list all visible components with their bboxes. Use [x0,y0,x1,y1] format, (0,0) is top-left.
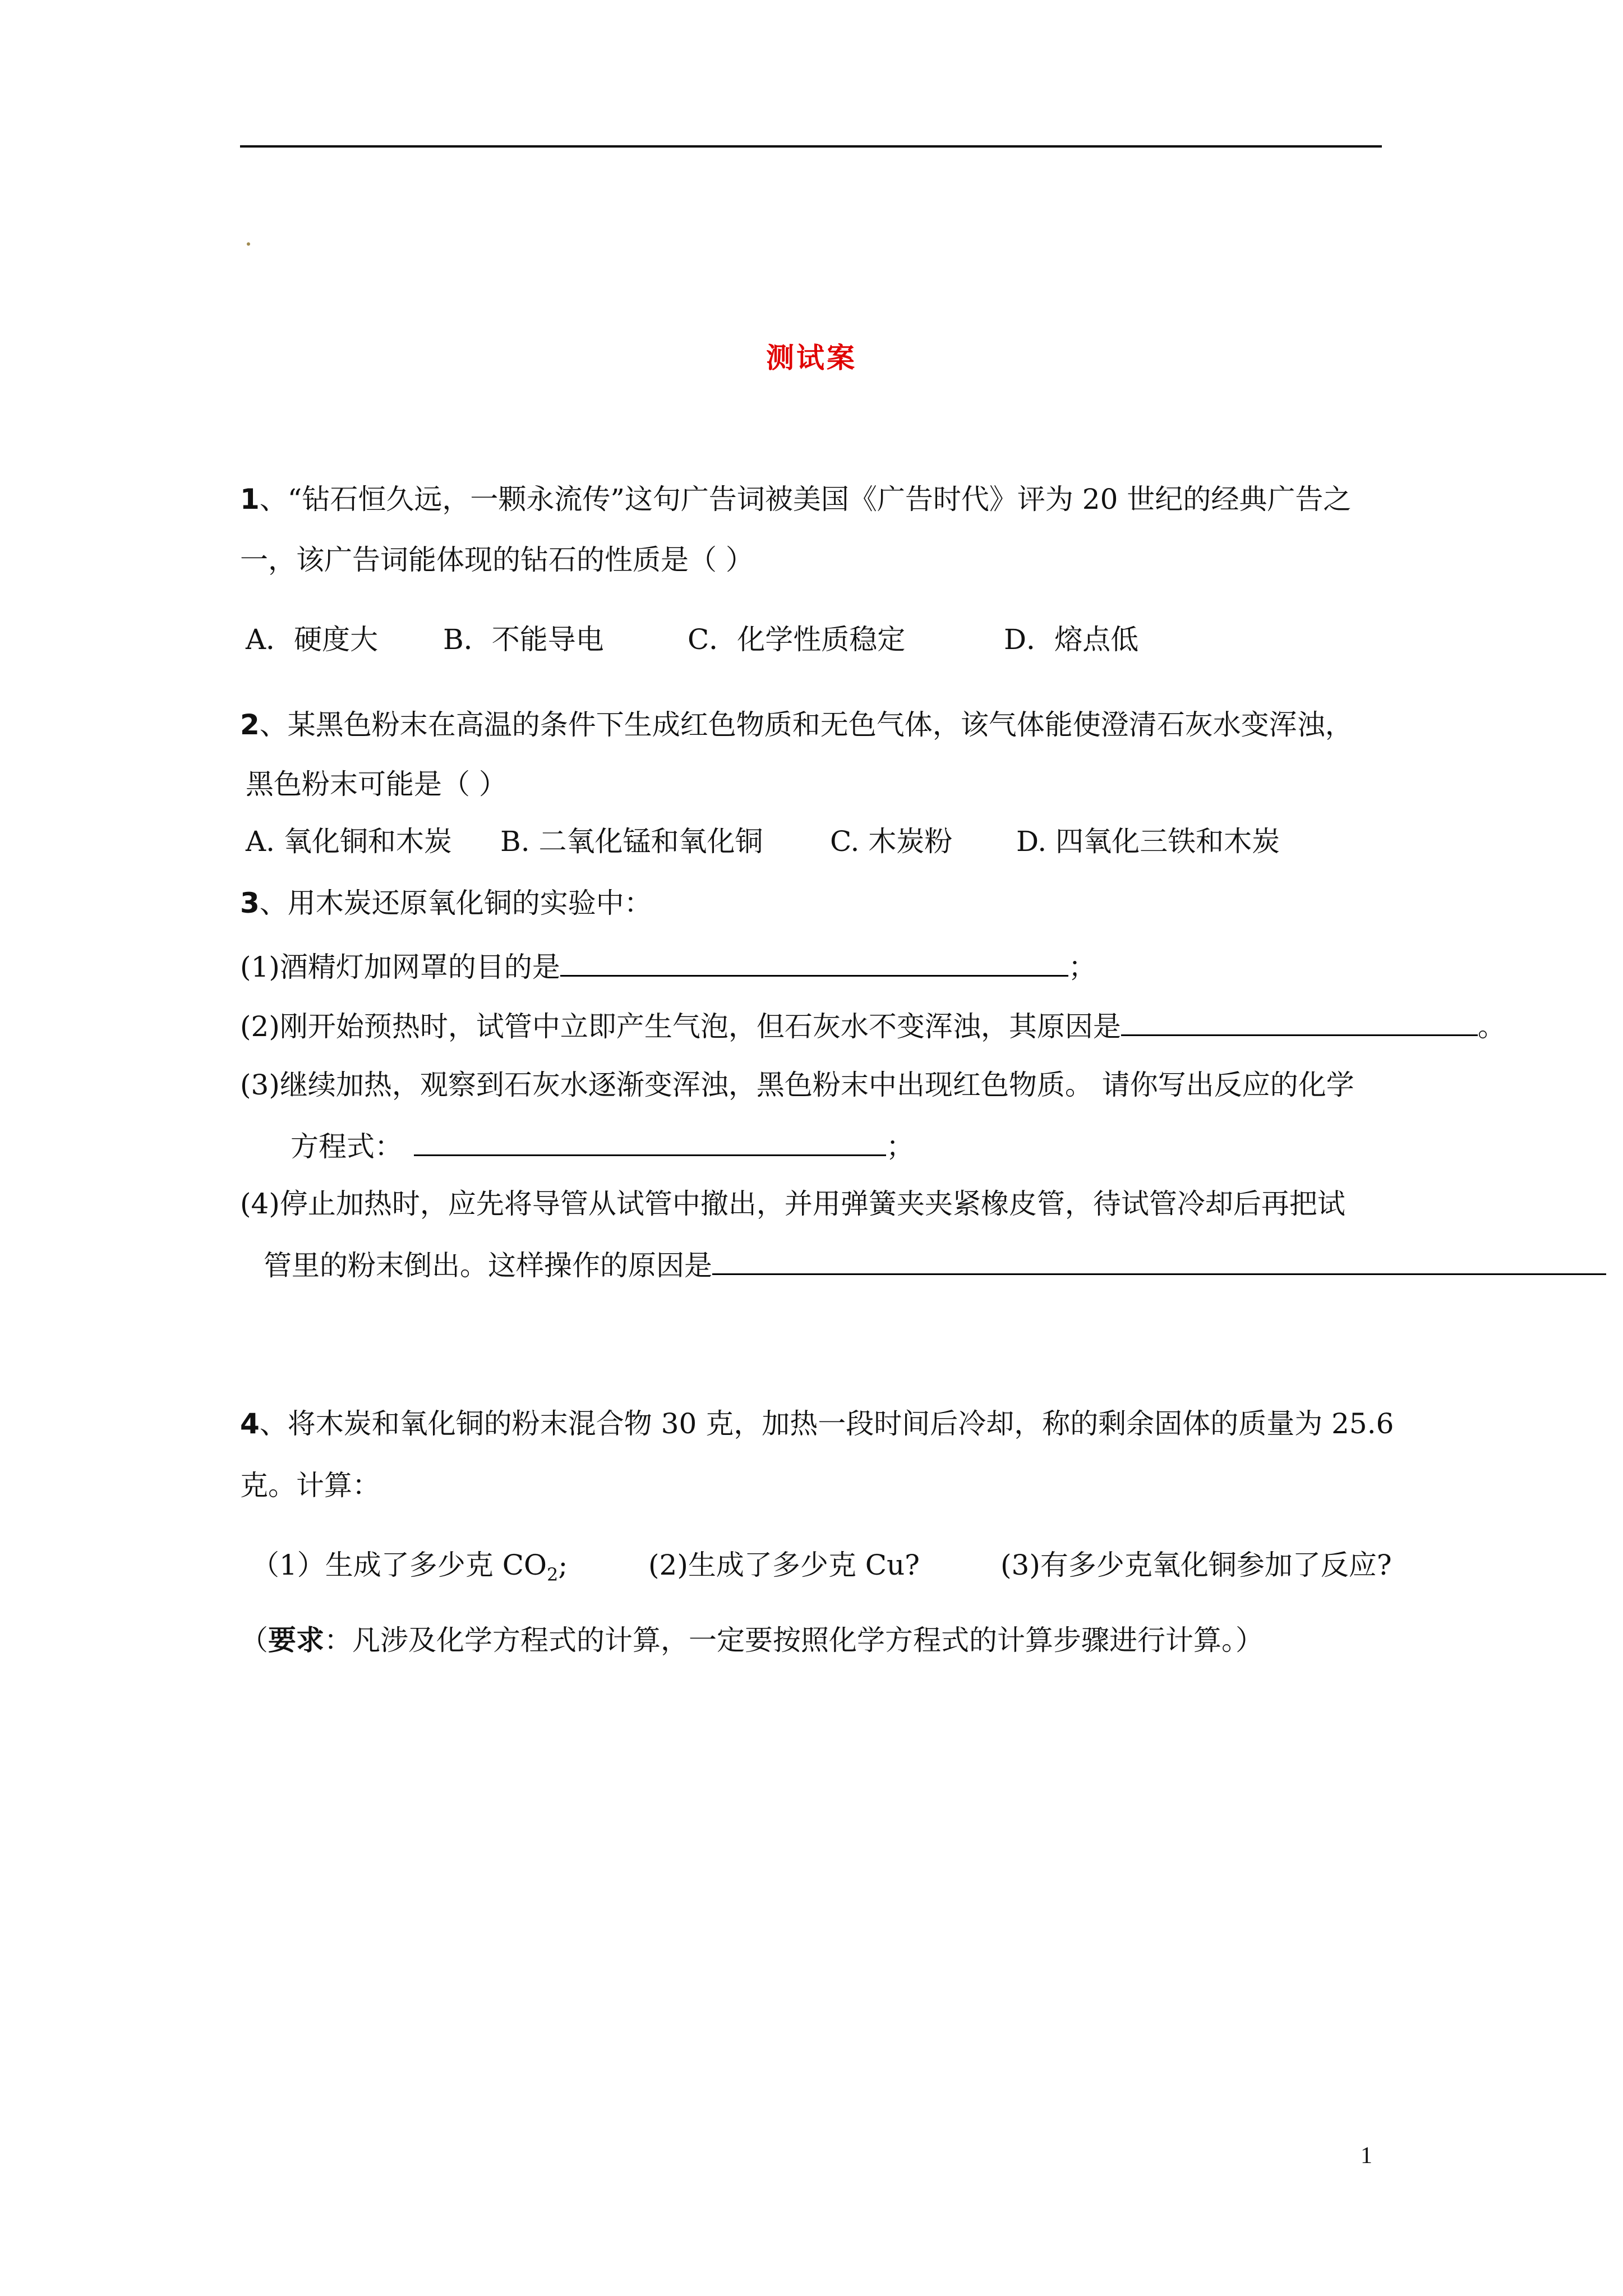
q3-number: 3 [240,887,260,919]
q3-part3-text: 方程式： [291,1130,403,1163]
q1-option-b: B．不能导电 [443,623,604,656]
q1-option-c: C．化学性质稳定 [688,623,906,656]
q4-requirement [240,1623,1264,1657]
q2-line1 [240,708,1353,742]
q2-option-a: A. 氧化铜和木炭 [246,825,452,858]
q2-option-c: C. 木炭粉 [830,825,953,858]
q3-part2-text: (2)刚开始预热时，试管中立即产生气泡，但石灰水不变浑浊，其原因是 [240,1010,1121,1043]
q3-part2-end: 。 [1477,1010,1506,1043]
q3-part1-blank[interactable] [560,948,1068,977]
q3-part4-text: 管里的粉末倒出。这样操作的原因是 [264,1249,712,1282]
q1-option-a: A．硬度大 [246,623,379,656]
q3-intro-text: 、用木炭还原氧化铜的实验中： [259,887,652,919]
q2-text1: 、某黑色粉末在高温的条件下生成红色物质和无色气体，该气体能使澄清石灰水变浑浊， [259,708,1353,741]
q2-option-d: D. 四氧化三铁和木炭 [1016,825,1280,858]
page-number: 1 [1361,2143,1372,2169]
q3-part1-text: (1)酒精灯加网罩的目的是 [240,951,560,983]
q4-sub1-subscript: 2 [546,1564,559,1585]
q1-line1 [240,482,1351,516]
q4-text1: 、将木炭和氧化铜的粉末混合物 30 克，加热一段时间后冷却，称的剩余固体的质量为 25.6 [259,1407,1394,1440]
q2-option-b: B. 二氧化锰和氧化铜 [500,825,763,858]
q3-part2-blank[interactable] [1121,1007,1478,1036]
q4-req-label: 要求 [268,1624,324,1657]
header-rule [240,145,1382,148]
q4-sub1-end: ; [558,1549,568,1581]
q3-part3-line1: (3)继续加热，观察到石灰水逐渐变浑浊，黑色粉末中出现红色物质。 请你写出反应的化学 [240,1069,1354,1101]
q4-req-open: （ [240,1624,268,1657]
q3-part4-line1: (4)停止加热时，应先将导管从试管中撤出，并用弹簧夹夹紧橡皮管，待试管冷却后再把试 [240,1188,1345,1220]
page-title: 测试案 [766,341,857,374]
q1-number: 1 [240,483,260,516]
q1-option-d: D．熔点低 [1004,623,1139,656]
q4-sub1 [251,1548,568,1591]
q3-intro [240,886,652,920]
q4-line1 [240,1407,1394,1441]
q4-number: 4 [240,1407,260,1440]
q3-part2 [240,1007,1506,1043]
q4-req-text: ：凡涉及化学方程式的计算，一定要按照化学方程式的计算步骤进行计算。） [324,1624,1264,1657]
speck [247,242,250,246]
q2-line2: 黑色粉末可能是（ ） [246,768,507,800]
q3-part4-line2 [264,1246,1606,1282]
q4-sub1-text: （1）生成了多少克 CO [251,1549,547,1581]
q3-part4-blank[interactable] [712,1246,1606,1275]
q4-line2: 克。计算： [240,1469,380,1502]
q3-part1-end: ； [1068,951,1096,983]
q3-part1 [240,948,1096,984]
q3-part3-end: ； [886,1130,914,1163]
q2-number: 2 [240,708,260,741]
q3-part3-blank[interactable] [414,1128,886,1156]
q3-part3-line2 [291,1128,914,1163]
q1-line2: 一，该广告词能体现的钻石的性质是（ ） [240,544,754,576]
q1-text1: 、“钻石恒久远，一颗永流传”这句广告词被美国《广告时代》评为 20 世纪的经典广告之 [259,483,1352,516]
q4-sub2: (2)生成了多少克 Cu? [648,1549,920,1581]
q4-sub3: (3)有多少克氧化铜参加了反应? [1000,1549,1392,1581]
